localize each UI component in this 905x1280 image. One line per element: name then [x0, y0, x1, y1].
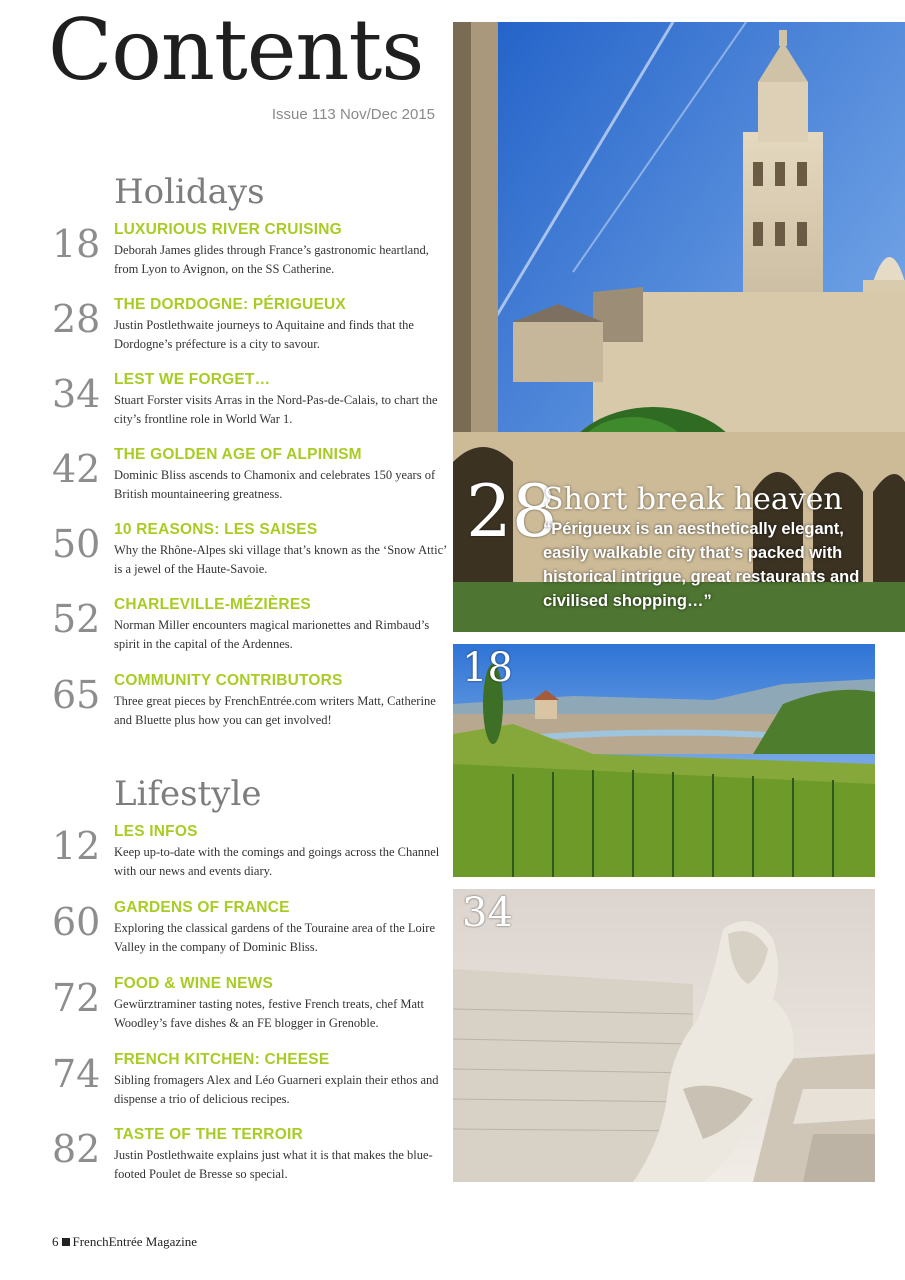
issue-label: Issue 113 Nov/Dec 2015	[271, 106, 435, 123]
contents-entry[interactable]	[52, 899, 447, 969]
page-number: 18	[52, 222, 101, 266]
entry-heading: LES INFOS	[114, 823, 198, 840]
entry-description: Exploring the classical gardens of the Touraine area of the Loire Valley in the company of Dominic Bliss.	[114, 921, 435, 954]
memorial-page-number: 34	[462, 890, 513, 936]
page-number: 52	[52, 597, 101, 641]
entry-heading: COMMUNITY CONTRIBUTORS	[114, 672, 343, 689]
page-number: 34	[52, 372, 101, 416]
entry-heading: CHARLEVILLE-MÉZIÈRES	[114, 596, 311, 613]
entry-description: Why the Rhône-Alpes ski village that’s known as the ‘Snow Attic’ is a jewel of the Haute-Savoie.	[114, 543, 447, 576]
page-number: 60	[52, 900, 101, 944]
vineyard-photo[interactable]	[453, 644, 875, 877]
entry-description: Justin Postlethwaite journeys to Aquitaine and finds that the Dordogne’s préfecture is a city to savour.	[114, 318, 414, 351]
memorial-photo[interactable]	[453, 889, 875, 1182]
entry-heading: GARDENS OF FRANCE	[114, 899, 290, 916]
contents-entry[interactable]	[52, 296, 447, 366]
entry-description: Dominic Bliss ascends to Chamonix and celebrates 150 years of British mountaineering greatness.	[114, 468, 436, 501]
page-number: 12	[52, 824, 101, 868]
page-number: 82	[52, 1127, 101, 1171]
entry-description: Deborah James glides through France’s gastronomic heartland, from Lyon to Avignon, on the SS Catherine.	[114, 243, 429, 276]
page-number: 72	[52, 976, 101, 1020]
feature-title: Short break heaven	[543, 482, 843, 517]
vineyard-page-number: 18	[462, 645, 513, 691]
contents-entry[interactable]	[52, 672, 447, 742]
footer-page-number: 6	[52, 1234, 59, 1249]
entry-heading: 10 REASONS: LES SAISES	[114, 521, 318, 538]
feature-page-number: 28	[466, 469, 558, 553]
page-number: 74	[52, 1052, 101, 1096]
page-number: 42	[52, 447, 101, 491]
contents-entry[interactable]	[52, 1051, 447, 1121]
page-number: 65	[52, 673, 101, 717]
page-footer	[52, 1234, 197, 1250]
entry-description: Justin Postlethwaite explains just what it is that makes the blue-footed Poulet de Bresse so special.	[114, 1148, 433, 1181]
section-title-holidays: Holidays	[114, 172, 265, 212]
page-number: 50	[52, 522, 101, 566]
entry-description: Three great pieces by FrenchEntrée.com writers Matt, Catherine and Bluette plus how you can get involved!	[114, 694, 436, 727]
contents-entry[interactable]	[52, 371, 447, 441]
entry-heading: LUXURIOUS RIVER CRUISING	[114, 221, 342, 238]
contents-entry[interactable]	[52, 596, 447, 666]
entry-heading: TASTE OF THE TERROIR	[114, 1126, 303, 1143]
entry-heading: THE DORDOGNE: PÉRIGUEUX	[114, 296, 346, 313]
entry-heading: THE GOLDEN AGE OF ALPINISM	[114, 446, 362, 463]
footer-magazine-name: FrenchEntrée Magazine	[72, 1234, 198, 1249]
entry-description: Stuart Forster visits Arras in the Nord-Pas-de-Calais, to chart the city’s frontline role in World War 1.	[114, 393, 438, 426]
page-title: Contents	[48, 1, 424, 99]
square-bullet-icon	[62, 1238, 70, 1246]
feature-quote: “Périgueux is an aesthetically elegant, easily walkable city that’s packed with historical intrigue, great restaurants and civilised shopping…”	[543, 520, 860, 610]
contents-entry[interactable]	[52, 521, 447, 591]
contents-entry[interactable]	[52, 221, 447, 291]
section-title-lifestyle: Lifestyle	[114, 774, 262, 814]
entry-description: Norman Miller encounters magical marionettes and Rimbaud’s spirit in the capital of the Ardennes.	[114, 618, 430, 651]
contents-entry[interactable]	[52, 1126, 447, 1196]
entry-description: Gewürztraminer tasting notes, festive French treats, chef Matt Woodley’s fave dishes & an FE blogger in Grenoble.	[114, 997, 424, 1030]
entry-heading: LEST WE FORGET…	[114, 371, 271, 388]
contents-entry[interactable]	[52, 975, 447, 1045]
entry-heading: FRENCH KITCHEN: CHEESE	[114, 1051, 330, 1068]
entry-heading: FOOD & WINE NEWS	[114, 975, 274, 992]
contents-entry[interactable]	[52, 823, 447, 893]
contents-entry[interactable]	[52, 446, 447, 516]
entry-description: Keep up-to-date with the comings and goings across the Channel with our news and events diary.	[114, 845, 440, 878]
entry-description: Sibling fromagers Alex and Léo Guarneri explain their ethos and dispense a trio of delicious recipes.	[114, 1073, 439, 1106]
page-number: 28	[52, 297, 101, 341]
